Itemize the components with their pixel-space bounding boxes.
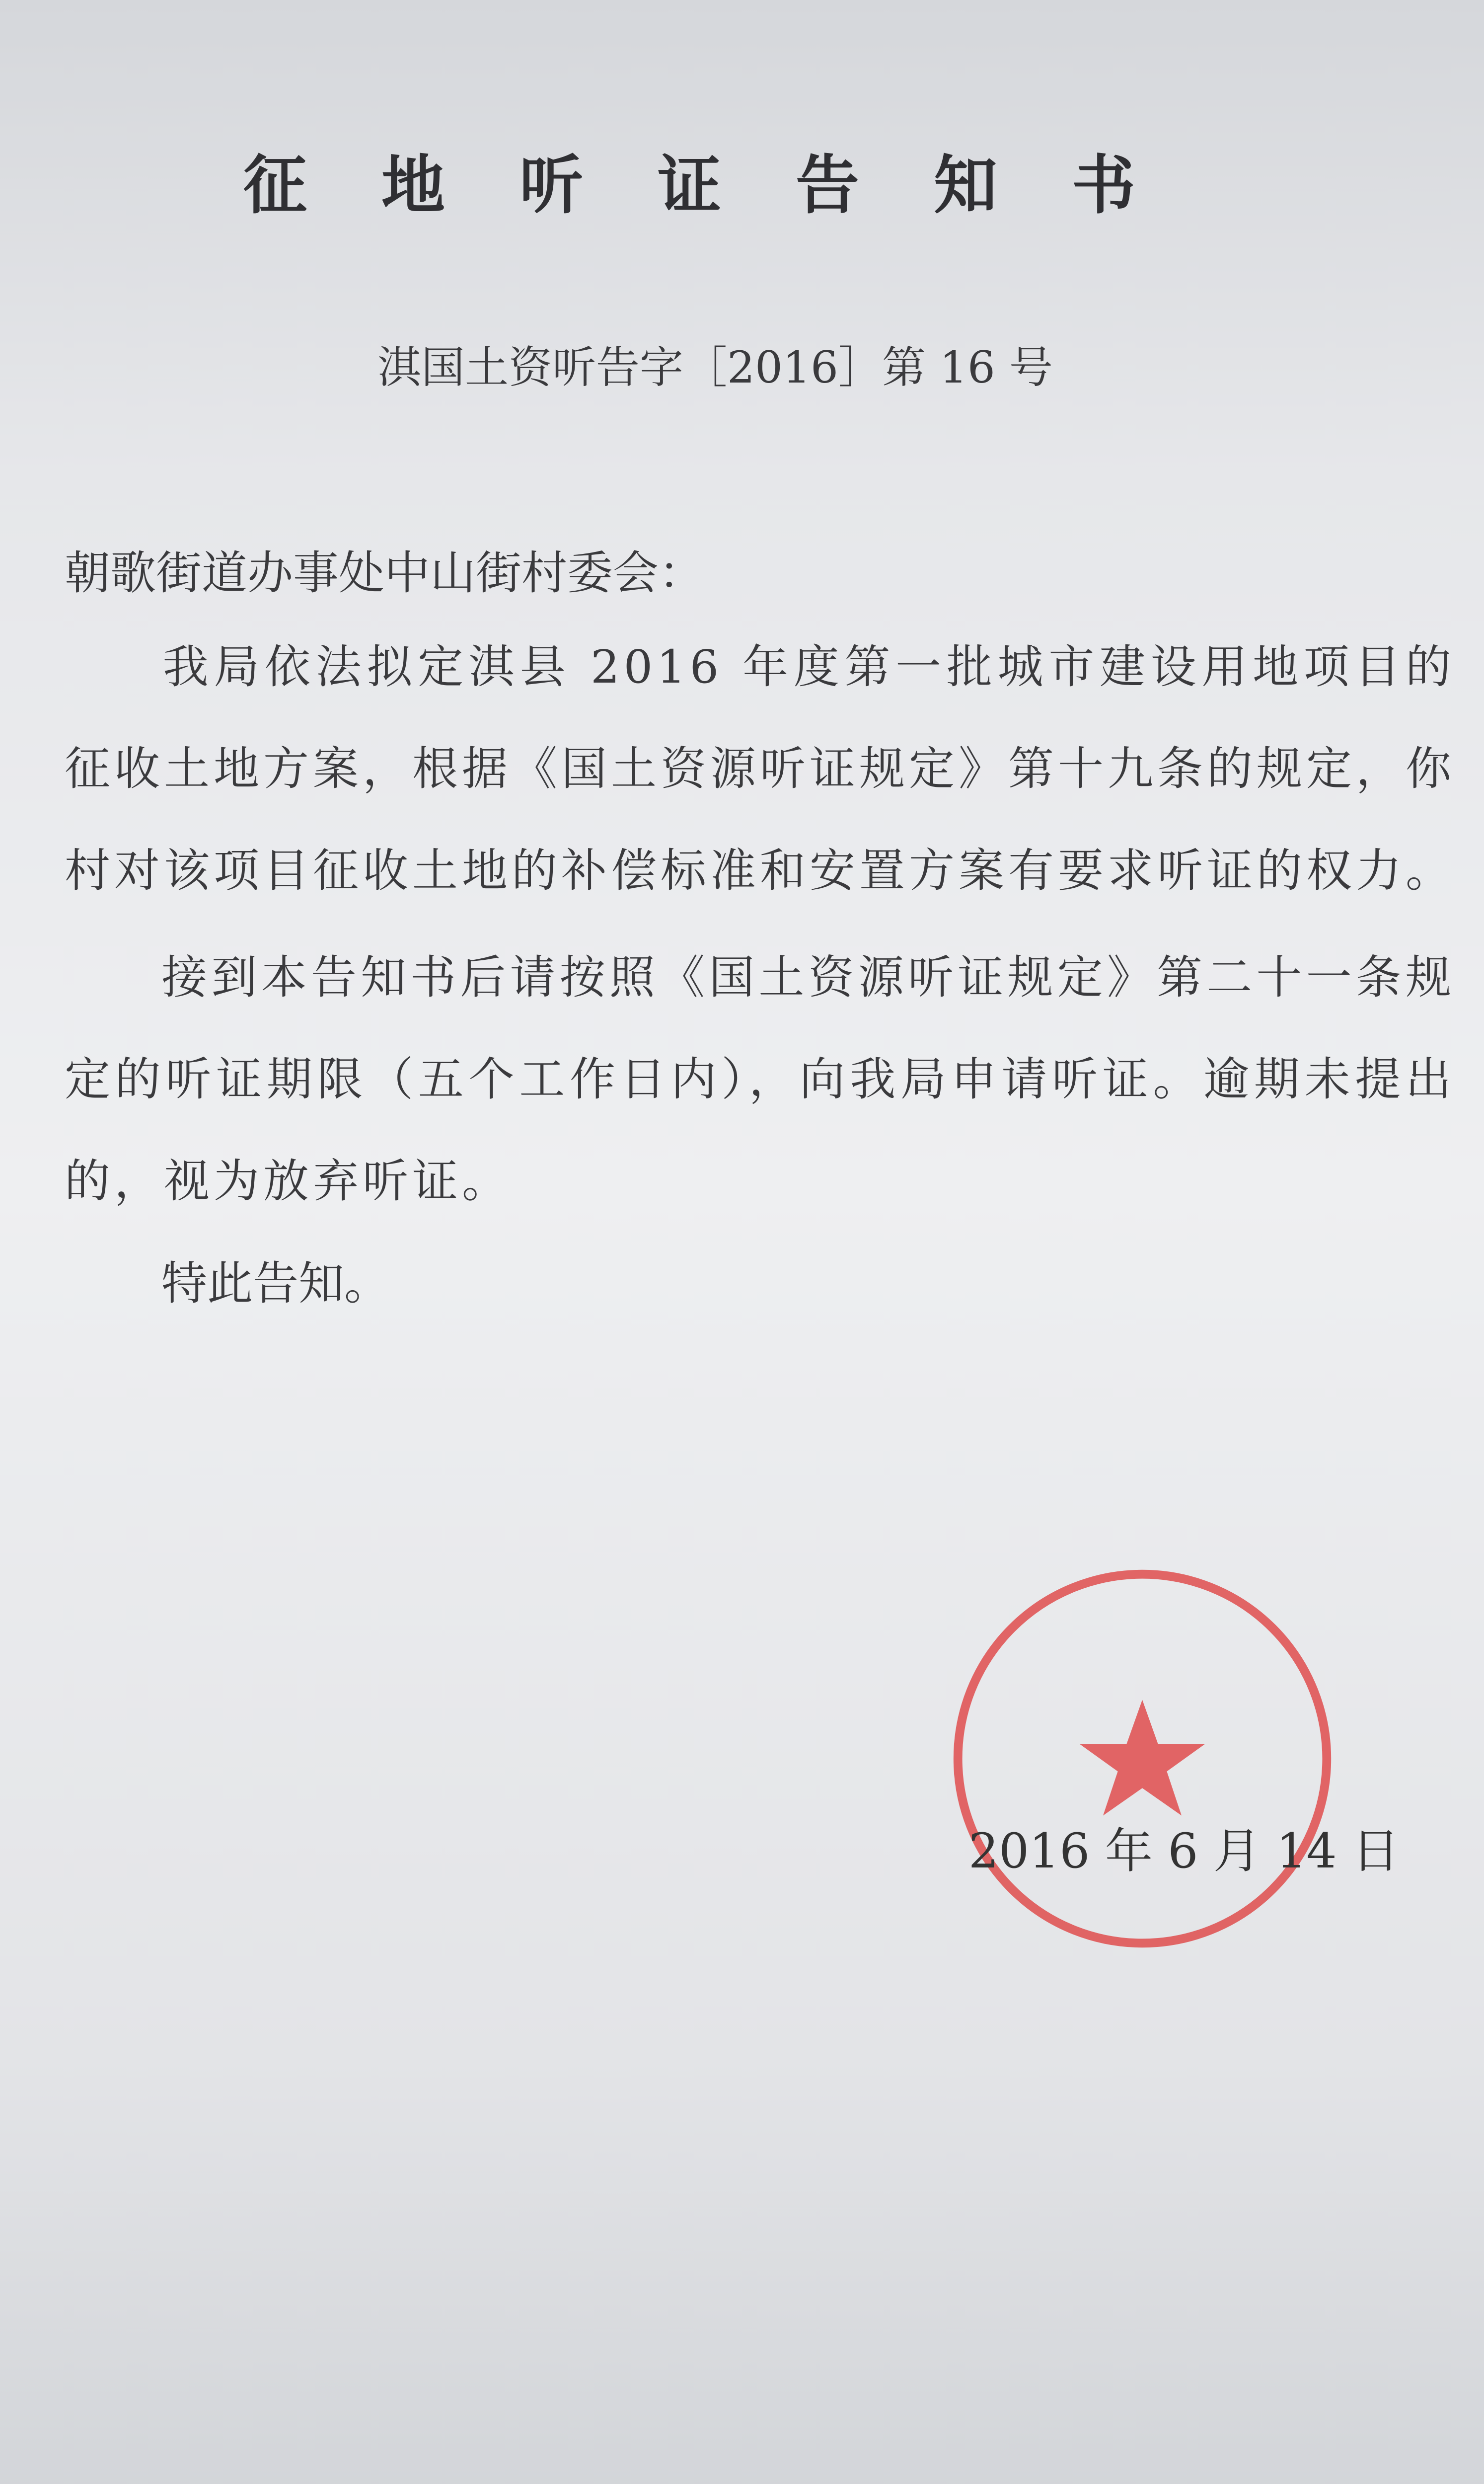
document-number: 淇国土资听告字［2016］第 16 号 [377, 342, 1053, 393]
paragraph-text: 接到本告知书后请按照《国土资源听证规定》第二十一条规定的听证期限（五个工作日内），向我局申请听证。逾期未提出的，视为放弃听证。 [65, 951, 1455, 1208]
official-seal-icon [946, 1562, 1338, 1955]
document-title: 征地听证告知书 [243, 148, 1210, 223]
closing-remark: 特此告知。 [161, 1257, 390, 1310]
body-paragraph-1 [65, 616, 1455, 922]
body-paragraph-2 [65, 927, 1455, 1232]
document-date: 2016 年 6 月 14 日 [968, 1823, 1400, 1879]
paragraph-text: 我局依法拟定淇县 2016 年度第一批城市建设用地项目的征收土地方案，根据《国土资源听证规定》第十九条的规定，你村对该项目征收土地的补偿标准和安置方案有要求听证的权力。 [65, 640, 1456, 897]
addressee: 朝歌街道办事处中山街村委会： [65, 546, 705, 600]
